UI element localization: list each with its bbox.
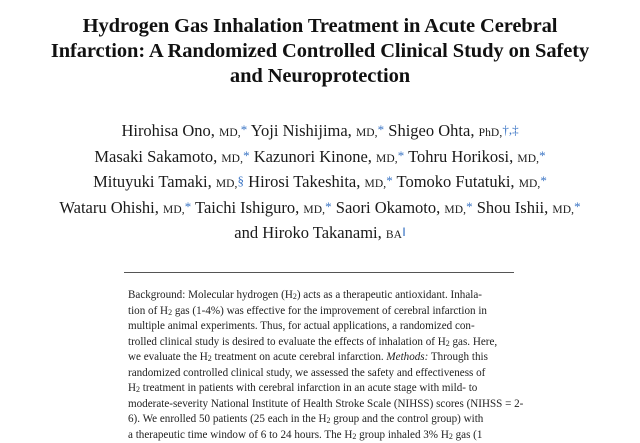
author-name: Wataru Ohishi, — [59, 198, 158, 217]
abstract-text: Molecular hydrogen (H — [185, 289, 293, 301]
affiliation-mark[interactable]: * — [243, 148, 250, 163]
author-line — [10, 221, 630, 247]
affiliation-mark[interactable]: * — [386, 173, 393, 188]
abstract — [128, 288, 512, 443]
abstract-text: we evaluate the H — [128, 351, 208, 363]
author-degree: PhD, — [479, 127, 503, 139]
subscript: 2 — [136, 385, 140, 394]
title-line: Hydrogen Gas Inhalation Treatment in Acute Cerebral — [20, 14, 620, 39]
author-degree: MD, — [365, 178, 387, 190]
abstract-text: gas (1-4%) was effective for the improvement of cerebral infarction in — [172, 305, 487, 317]
affiliation-mark[interactable]: * — [241, 122, 248, 137]
abstract-text: tion of H — [128, 305, 168, 317]
abstract-text: gas (1 — [453, 429, 483, 441]
subscript: 2 — [446, 339, 450, 348]
abstract-line — [128, 304, 512, 320]
affiliation-mark[interactable]: * — [539, 148, 546, 163]
abstract-text: trolled clinical study is desired to evaluate the effects of inhalation of H — [128, 336, 446, 348]
abstract-line — [128, 350, 512, 366]
author-name: Taichi Ishiguro, — [195, 198, 299, 217]
author-degree: MD, — [376, 153, 398, 165]
author-name: Tomoko Futatuki, — [397, 172, 515, 191]
abstract-text: randomized controlled clinical study, we assessed the safety and effectiveness of — [128, 367, 485, 379]
author-name: Hirohisa Ono, — [121, 121, 215, 140]
subscript: 2 — [208, 354, 212, 363]
author-degree: BA — [386, 229, 402, 241]
affiliation-mark[interactable]: * — [398, 148, 405, 163]
abstract-line — [128, 319, 512, 335]
author-name: Yoji Nishijima, — [251, 121, 352, 140]
author-degree: MD, — [356, 127, 378, 139]
affiliation-mark[interactable]: § — [238, 173, 245, 188]
abstract-text: Through this — [428, 351, 488, 363]
abstract-line — [128, 335, 512, 351]
subscript: 2 — [293, 292, 297, 301]
paper-title — [20, 14, 620, 89]
author-list — [10, 119, 630, 247]
abstract-text: treatment in patients with cerebral infarction in an acute stage with mild- to — [140, 382, 477, 394]
affiliation-mark[interactable]: * — [325, 199, 332, 214]
author-name: and Hiroko Takanami, — [234, 223, 381, 242]
abstract-text: moderate-severity National Institute of Health Stroke Scale (NIHSS) scores (NIHSS = 2- — [128, 398, 523, 410]
author-degree: MD, — [221, 153, 243, 165]
author-name: Hirosi Takeshita, — [248, 172, 360, 191]
abstract-text: 6). We enrolled 50 patients (25 each in the H — [128, 413, 327, 425]
author-line — [10, 145, 630, 171]
author-degree: MD, — [216, 178, 238, 190]
author-name: Shou Ishii, — [477, 198, 549, 217]
author-name: Shigeo Ohta, — [388, 121, 474, 140]
author-degree: MD, — [552, 204, 574, 216]
author-name: Kazunori Kinone, — [254, 147, 372, 166]
author-name: Tohru Horikosi, — [408, 147, 513, 166]
abstract-line — [128, 366, 512, 382]
author-degree: MD, — [444, 204, 466, 216]
affiliation-mark[interactable]: * — [466, 199, 473, 214]
affiliation-mark[interactable]: * — [185, 199, 192, 214]
abstract-line — [128, 428, 512, 443]
section-label-background: Background: — [128, 289, 185, 301]
abstract-text: group inhaled 3% H — [356, 429, 448, 441]
title-line: Infarction: A Randomized Controlled Clinical Study on Safety — [20, 39, 620, 64]
subscript: 2 — [449, 432, 453, 441]
author-name: Masaki Sakamoto, — [94, 147, 217, 166]
section-label-methods: Methods: — [386, 351, 428, 363]
abstract-line — [128, 381, 512, 397]
affiliation-mark[interactable]: * — [574, 199, 581, 214]
subscript: 2 — [352, 432, 356, 441]
title-line: and Neuroprotection — [20, 64, 620, 89]
abstract-text: a therapeutic time window of 6 to 24 hours. The H — [128, 429, 352, 441]
abstract-line — [128, 288, 512, 304]
abstract-text: multiple animal experiments. Thus, for actual applications, a randomized con- — [128, 320, 475, 332]
affiliation-mark[interactable]: * — [378, 122, 385, 137]
abstract-text: ) acts as a therapeutic antioxidant. Inhala- — [297, 289, 482, 301]
author-line — [10, 196, 630, 222]
author-degree: MD, — [219, 127, 241, 139]
author-line — [10, 170, 630, 196]
affiliation-mark[interactable]: †,‡ — [502, 122, 518, 137]
author-degree: MD, — [303, 204, 325, 216]
abstract-line — [128, 397, 512, 413]
author-line — [10, 119, 630, 145]
affiliation-mark[interactable]: * — [540, 173, 547, 188]
subscript: 2 — [168, 308, 172, 317]
author-name: Saori Okamoto, — [336, 198, 441, 217]
section-divider — [124, 272, 514, 273]
abstract-text: H — [128, 382, 136, 394]
author-degree: MD, — [519, 178, 541, 190]
author-degree: MD, — [517, 153, 539, 165]
abstract-text: gas. Here, — [450, 336, 497, 348]
abstract-text: group and the control group) with — [331, 413, 484, 425]
author-degree: MD, — [163, 204, 185, 216]
abstract-line — [128, 412, 512, 428]
affiliation-mark[interactable]: ‖ — [402, 224, 406, 239]
abstract-text: treatment on acute cerebral infarction. — [212, 351, 387, 363]
subscript: 2 — [327, 416, 331, 425]
author-name: Mituyuki Tamaki, — [93, 172, 212, 191]
